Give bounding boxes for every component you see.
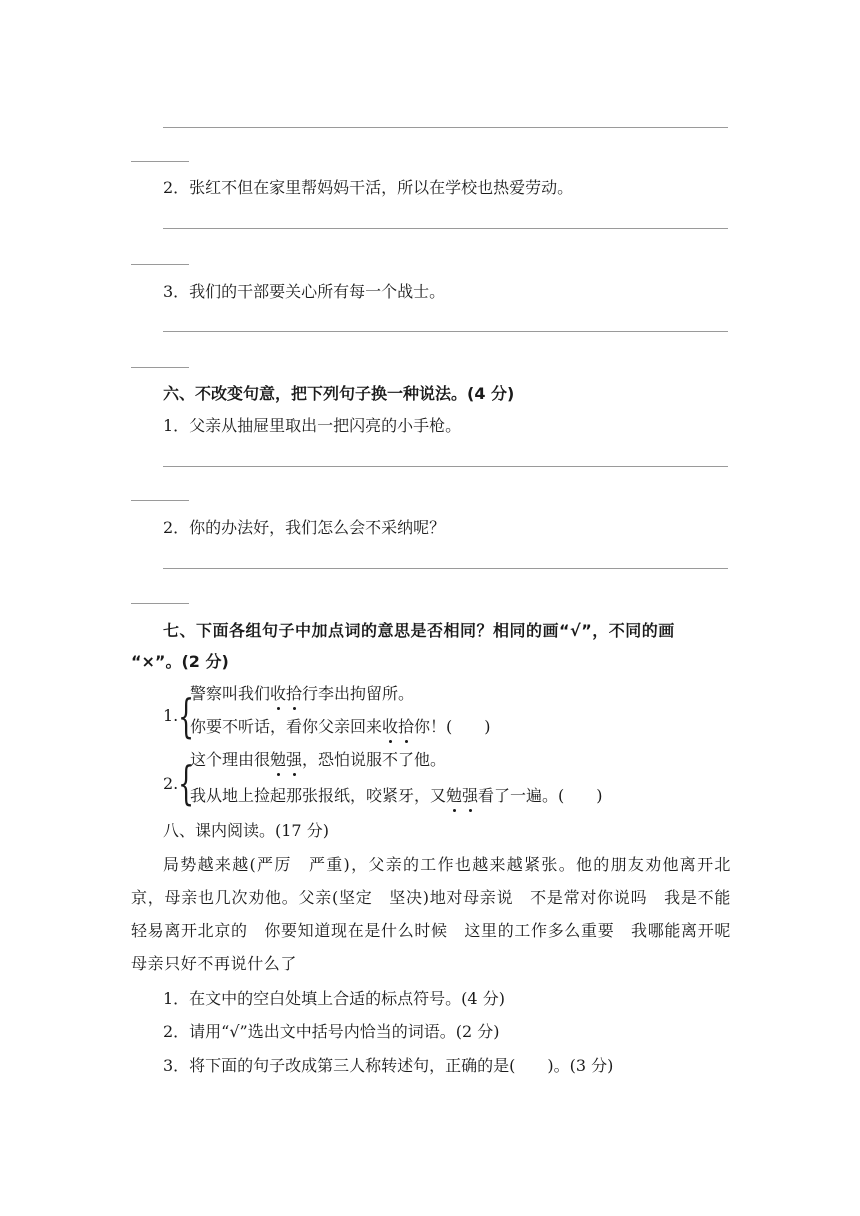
s8-question-1: 1．在文中的空白处填上合适的标点符号。(4 分) [163, 989, 505, 1008]
answer-line[interactable] [163, 127, 728, 128]
s5-question-3: 3．我们的干部要关心所有每一个战士。 [163, 282, 446, 301]
s5-question-2: 2．张红不但在家里帮妈妈干活，所以在学校也热爱劳动。 [163, 178, 574, 197]
group-2-brace: { [178, 756, 195, 810]
answer-line-tail[interactable] [131, 161, 189, 162]
s8-question-2: 2．请用“√”选出文中括号内恰当的词语。(2 分) [163, 1022, 500, 1041]
answer-line-tail[interactable] [131, 367, 189, 368]
section-7-heading-line1: 七、下面各组句子中加点词的意思是否相同？相同的画“√”，不同的画 [163, 621, 675, 640]
group-1-number: 1. [163, 706, 179, 725]
answer-line-tail[interactable] [131, 603, 189, 604]
section-8-heading: 八、课内阅读。(17 分) [163, 821, 329, 840]
group-2-sentence-b: 我从地上捡起那张报纸，咬紧牙，又勉强看了一遍。( ) [190, 786, 603, 805]
answer-line[interactable] [163, 331, 728, 332]
answer-line[interactable] [163, 568, 728, 569]
s8-question-3: 3．将下面的句子改成第三人称转述句，正确的是( )。(3 分) [163, 1056, 614, 1075]
answer-bracket[interactable]: 看了一遍。( ) [478, 786, 603, 805]
group-2-number: 2. [163, 774, 179, 793]
answer-line[interactable] [163, 466, 728, 467]
section-7-heading-line2: “×”。(2 分) [131, 652, 229, 671]
section-6-heading: 六、不改变句意，把下列句子换一种说法。(4 分) [163, 384, 515, 403]
group-2-sentence-a: 这个理由很勉强，恐怕说服不了他。 [190, 750, 447, 769]
group-1-sentence-a: 警察叫我们收拾行李出拘留所。 [190, 684, 415, 703]
s6-question-2: 2．你的办法好，我们怎么会不采纳呢？ [163, 518, 446, 537]
reading-passage: 局势越来越(严厉 严重)，父亲的工作也越来越紧张。他的朋友劝他离开北京，母亲也几次劝他。父亲(坚定 坚决)地对母亲说 不是常对你说吗 我是不能轻易离开北京的 你要知道现在是什么时候 这里的工作多么重要 我哪能离开呢 母亲只好不再说什么了 [131, 855, 748, 973]
answer-bracket[interactable]: 你！( ) [414, 717, 491, 736]
answer-line[interactable] [163, 228, 728, 229]
answer-line-tail[interactable] [131, 264, 189, 265]
s6-question-1: 1．父亲从抽屉里取出一把闪亮的小手枪。 [163, 416, 462, 435]
group-1-sentence-b: 你要不听话，看你父亲回来收拾你！( ) [190, 717, 491, 736]
answer-line-tail[interactable] [131, 500, 189, 501]
group-1-brace: { [178, 689, 195, 743]
